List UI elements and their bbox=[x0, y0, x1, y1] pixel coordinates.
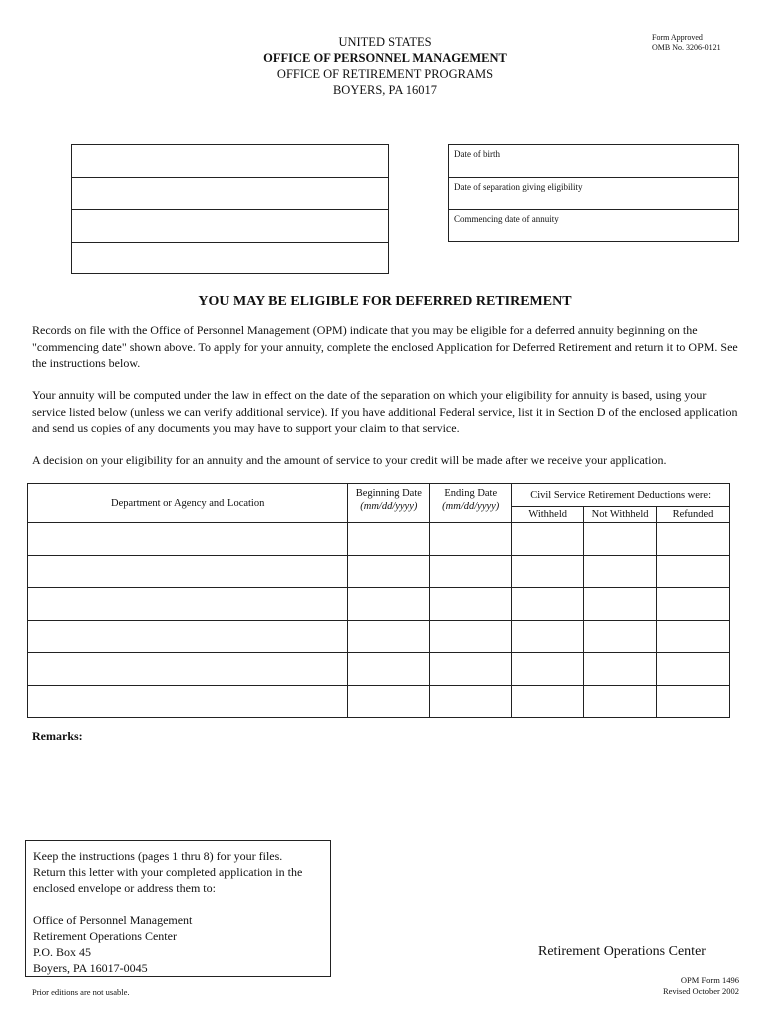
withheld-cell[interactable] bbox=[512, 685, 584, 718]
department-header bbox=[28, 484, 348, 523]
table-row bbox=[28, 523, 730, 556]
date-of-birth-field[interactable]: Date of birth bbox=[449, 145, 738, 178]
ending-date-format: (mm/dd/yyyy) bbox=[442, 501, 500, 512]
mailing-address-line: Retirement Operations Center bbox=[33, 929, 177, 943]
form-approved-text: Form Approved bbox=[652, 33, 703, 42]
ending-date-cell[interactable] bbox=[430, 523, 512, 556]
not-withheld-cell[interactable] bbox=[584, 523, 657, 556]
table-row bbox=[28, 653, 730, 686]
not-withheld-cell[interactable] bbox=[584, 620, 657, 653]
mailing-address-line: Boyers, PA 16017-0045 bbox=[33, 961, 148, 975]
refunded-cell[interactable] bbox=[657, 555, 730, 588]
mailing-address-line: P.O. Box 45 bbox=[33, 945, 92, 959]
commencing-date-field[interactable]: Commencing date of annuity bbox=[454, 214, 559, 225]
header-line-opm: OFFICE OF PERSONNEL MANAGEMENT bbox=[263, 51, 507, 65]
paragraph-decision: A decision on your eligibility for an annuity and the amount of service to your credit will be made after we receive your application. bbox=[32, 453, 667, 467]
instruction-line: enclosed envelope or address them to: bbox=[33, 881, 216, 895]
department-cell[interactable] bbox=[28, 620, 348, 653]
beginning-date-format: (mm/dd/yyyy) bbox=[360, 501, 418, 512]
beginning-date-cell[interactable] bbox=[348, 620, 430, 653]
deductions-header-text: Civil Service Retirement Deductions were: bbox=[530, 489, 711, 501]
ending-date-label: Ending Date bbox=[444, 488, 498, 499]
withheld-cell[interactable] bbox=[512, 523, 584, 556]
addressee-box bbox=[71, 144, 389, 274]
beginning-date-cell[interactable] bbox=[348, 555, 430, 588]
withheld-cell[interactable] bbox=[512, 620, 584, 653]
separation-date-field[interactable]: Date of separation giving eligibility bbox=[449, 178, 738, 211]
refunded-cell[interactable] bbox=[657, 620, 730, 653]
dates-box bbox=[448, 144, 739, 242]
withheld-cell[interactable] bbox=[512, 555, 584, 588]
ending-date-cell[interactable] bbox=[430, 588, 512, 621]
refunded-header: Refunded bbox=[657, 507, 730, 523]
addressee-line bbox=[72, 145, 388, 178]
refunded-cell[interactable] bbox=[657, 685, 730, 718]
refunded-cell[interactable] bbox=[657, 653, 730, 686]
refunded-cell[interactable] bbox=[657, 588, 730, 621]
beginning-date-cell[interactable] bbox=[348, 523, 430, 556]
not-withheld-cell[interactable] bbox=[584, 685, 657, 718]
not-withheld-cell[interactable] bbox=[584, 555, 657, 588]
beginning-date-cell[interactable] bbox=[348, 588, 430, 621]
retirement-operations-center-label: Retirement Operations Center bbox=[538, 944, 706, 959]
ending-date-cell[interactable] bbox=[430, 555, 512, 588]
ending-date-cell[interactable] bbox=[430, 653, 512, 686]
department-cell[interactable] bbox=[28, 523, 348, 556]
paragraph-eligibility: Records on file with the Office of Personnel Management (OPM) indicate that you may be eligible for a deferred annuity beginning on the "commencing date" shown above. To apply for your annuity, complete the enclosed Application for Deferred Retirement and return it to OPM. See the instructions below. bbox=[32, 323, 738, 370]
addressee-line bbox=[72, 210, 388, 243]
beginning-date-header bbox=[348, 484, 430, 523]
department-cell[interactable] bbox=[28, 653, 348, 686]
agency-header bbox=[200, 34, 570, 98]
refunded-cell[interactable] bbox=[657, 523, 730, 556]
addressee-line bbox=[72, 178, 388, 211]
form-number: OPM Form 1496 bbox=[680, 975, 739, 985]
ending-date-cell[interactable] bbox=[430, 685, 512, 718]
department-cell[interactable] bbox=[28, 685, 348, 718]
beginning-date-cell[interactable] bbox=[348, 653, 430, 686]
table-row bbox=[28, 620, 730, 653]
header-line-programs: OFFICE OF RETIREMENT PROGRAMS bbox=[276, 67, 494, 81]
page-title: YOU MAY BE ELIGIBLE FOR DEFERRED RETIREMENT bbox=[198, 294, 572, 309]
deductions-header bbox=[512, 484, 730, 507]
not-withheld-cell[interactable] bbox=[584, 653, 657, 686]
table-row bbox=[28, 555, 730, 588]
withheld-header: Withheld bbox=[512, 507, 584, 523]
department-cell[interactable] bbox=[28, 555, 348, 588]
table-row bbox=[28, 685, 730, 718]
paragraph-computation: Your annuity will be computed under the law in effect on the date of the separation on which your eligibility for annuity is based, using your service listed below (unless we can verify additional service). If you have additional Federal service, list it in Section D of the enclosed application and send us copies of any documents you may have to support your claim to that service. bbox=[32, 388, 738, 435]
form-number-block bbox=[620, 975, 739, 997]
table-row bbox=[28, 588, 730, 621]
remarks-label: Remarks: bbox=[32, 729, 83, 743]
department-cell[interactable] bbox=[28, 588, 348, 621]
omb-approval bbox=[652, 33, 752, 53]
service-table bbox=[27, 483, 730, 718]
ending-date-cell[interactable] bbox=[430, 620, 512, 653]
instruction-line: Return this letter with your completed application in the bbox=[33, 865, 303, 879]
beginning-date-label: Beginning Date bbox=[355, 488, 422, 499]
mailing-address-line: Office of Personnel Management bbox=[33, 913, 193, 927]
withheld-cell[interactable] bbox=[512, 588, 584, 621]
not-withheld-header: Not Withheld bbox=[584, 507, 657, 523]
header-line-address: BOYERS, PA 16017 bbox=[332, 83, 438, 97]
instructions-box bbox=[25, 840, 331, 977]
instruction-line: Keep the instructions (pages 1 thru 8) for your files. bbox=[33, 849, 283, 863]
omb-number-text: OMB No. 3206-0121 bbox=[652, 43, 721, 52]
revision-date: Revised October 2002 bbox=[662, 986, 739, 996]
addressee-line bbox=[72, 243, 388, 276]
not-withheld-cell[interactable] bbox=[584, 588, 657, 621]
beginning-date-cell[interactable] bbox=[348, 685, 430, 718]
withheld-cell[interactable] bbox=[512, 653, 584, 686]
ending-date-header bbox=[430, 484, 512, 523]
prior-editions-note: Prior editions are not usable. bbox=[32, 987, 130, 997]
department-header-text: Department or Agency and Location bbox=[110, 497, 265, 509]
header-line-country: UNITED STATES bbox=[338, 35, 432, 49]
